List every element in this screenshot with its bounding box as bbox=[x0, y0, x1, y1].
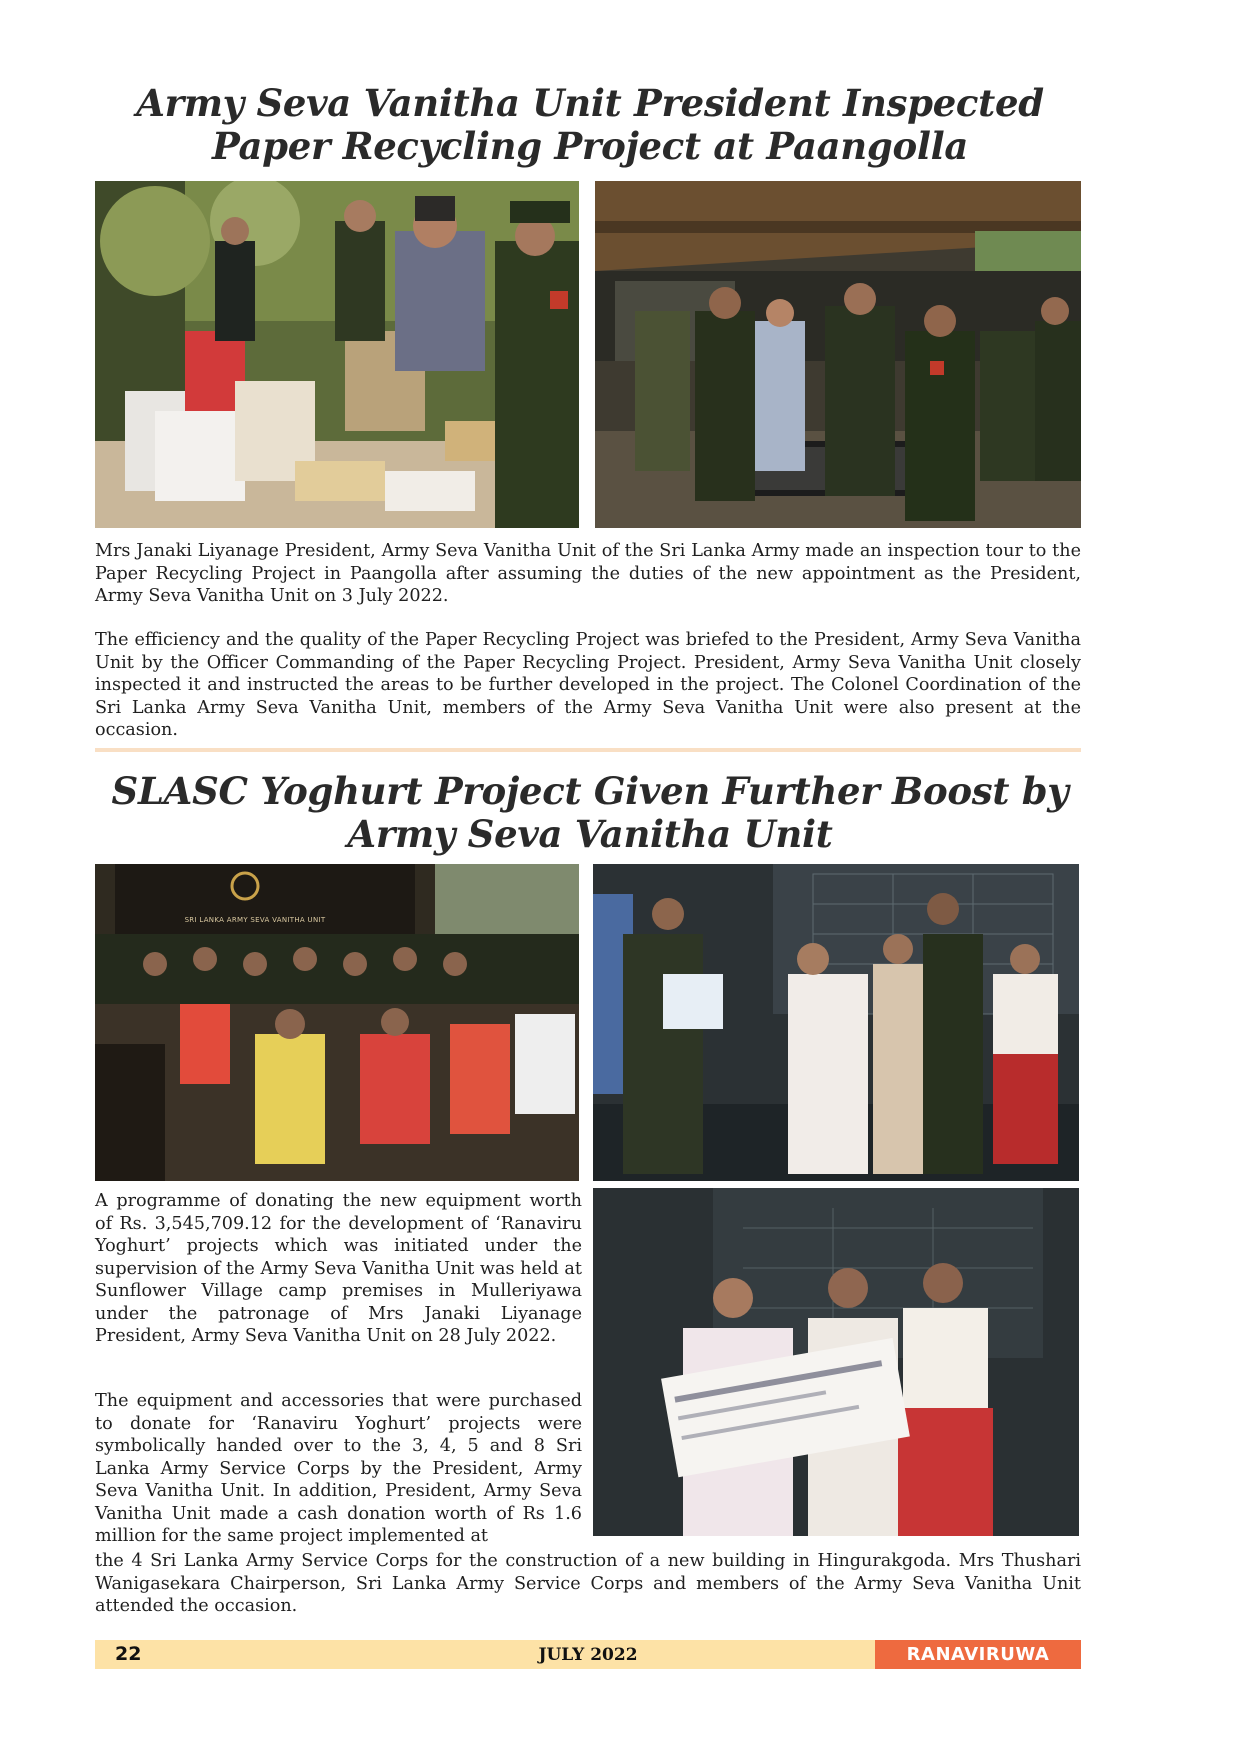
page-footer bbox=[95, 1640, 1081, 1669]
article1-paragraph-2: The efficiency and the quality of the Paper Recycling Project was briefed to the President, Army Seva Vanitha Unit by the Officer Commanding of the Paper Recycling Project. President, Army Seva Vanitha Unit closely inspected it and instructed the areas to be further developed in the project. The Colonel Coordination of the Sri Lanka Army Seva Vanitha Unit, members of the Army Seva Vanitha Unit were also present at the occasion. bbox=[95, 630, 1081, 740]
section-divider bbox=[95, 748, 1081, 752]
article2-paragraph-2: The equipment and accessories that were purchased to donate for ‘Ranaviru Yoghurt’ projects were symbolically handed over to the 3, 4, 5 and 8 Sri Lanka Army Service Corps by the President, Army Seva Vanitha Unit. In addition, President, Army Seva Vanitha Unit made a cash donation worth of Rs 1.6 million for the same project implemented at bbox=[95, 1391, 582, 1546]
page-number: 22 bbox=[115, 1643, 142, 1665]
article2-headline: SLASC Yoghurt Project Given Further Boost by Army Seva Vanitha Unit bbox=[111, 769, 1069, 856]
article2-paragraph-2-continued: the 4 Sri Lanka Army Service Corps for the construction of a new building in Hingurakgoda. Mrs Thushari Wanigasekara Chairperson, Sri Lanka Army Service Corps and members of the Army Seva Vanitha Unit attended the occasion. bbox=[95, 1551, 1081, 1616]
issue-date: JULY 2022 bbox=[538, 1645, 638, 1665]
photo-event-audience bbox=[95, 864, 579, 1181]
photo-banner-text: SRI LANKA ARMY SEVA VANITHA UNIT bbox=[184, 916, 326, 924]
photo-equipment-handover bbox=[593, 864, 1079, 1181]
photo-cheque-presentation bbox=[593, 1188, 1079, 1536]
photo-paper-products-display bbox=[95, 181, 579, 528]
article1-paragraph-1: Mrs Janaki Liyanage President, Army Seva Vanitha Unit of the Sri Lanka Army made an inspection tour to the Paper Recycling Project in Paangolla after assuming the duties of the new appointment as the President, Army Seva Vanitha Unit on 3 July 2022. bbox=[95, 541, 1081, 606]
magazine-name: RANAVIRUWA bbox=[875, 1640, 1081, 1669]
article1-headline: Army Seva Vanitha Unit President Inspected Paper Recycling Project at Paangolla bbox=[136, 81, 1044, 168]
article2-paragraph-1: A programme of donating the new equipment worth of Rs. 3,545,709.12 for the development of ‘Ranaviru Yoghurt’ projects which was initiated under the supervision of the Army Seva Vanitha Unit was held at Sunflower Village camp premises in Mulleriyawa under the patronage of Mrs Janaki Liyanage President, Army Seva Vanitha Unit on 28 July 2022. bbox=[95, 1191, 582, 1346]
photo-recycling-workshop-inspection bbox=[595, 181, 1081, 528]
